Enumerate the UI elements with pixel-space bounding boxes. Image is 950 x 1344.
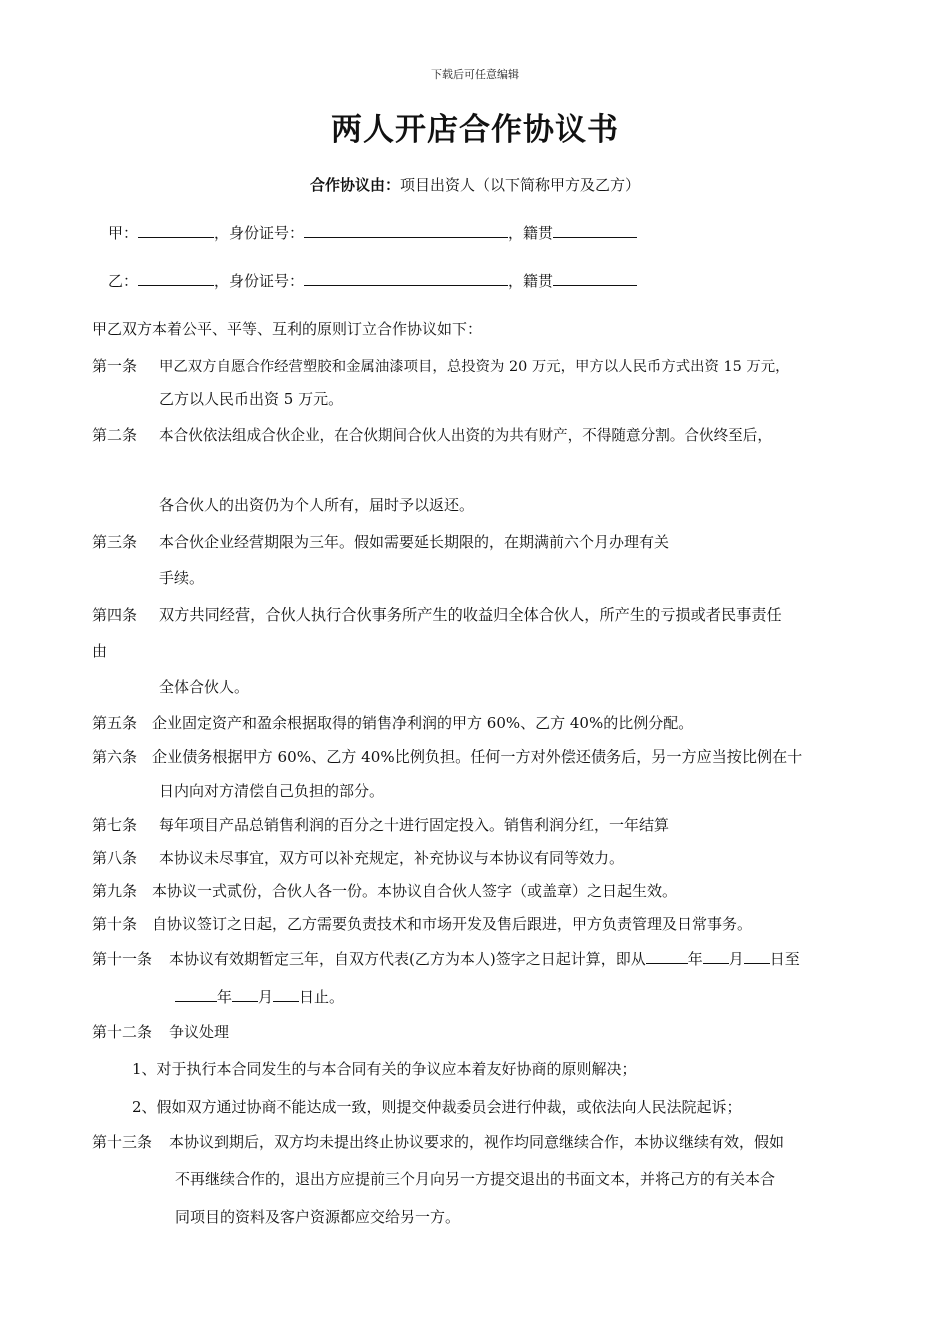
- party-b-line: [108, 270, 637, 291]
- article-13-heading: 第十三条: [92, 1133, 153, 1151]
- article-12-item-2: 2、假如双方通过协商不能达成一致，则提交仲裁委员会进行仲裁，或依法向人民法院起诉；: [132, 1098, 742, 1116]
- article-4-line-1: 双方共同经营，合伙人执行合伙事务所产生的收益归全体合伙人，所产生的亏损或者民事责任: [159, 606, 782, 624]
- end-year-blank[interactable]: [175, 987, 217, 1002]
- article-2-line-2: 各合伙人的出资仍为个人所有，届时予以返还。: [159, 496, 475, 514]
- article-11-line-2: [175, 986, 344, 1007]
- party-b-name-label: 乙：: [108, 272, 139, 290]
- page-header-note: 下载后可任意编辑: [431, 68, 519, 81]
- start-year-blank[interactable]: [646, 949, 688, 964]
- article-6-line-2: 日内向对方清偿自己负担的部分。: [159, 782, 385, 800]
- article-2-heading: 第二条: [92, 426, 138, 444]
- document-title: 两人开店合作协议书: [331, 112, 619, 148]
- start-day-blank[interactable]: [744, 949, 770, 964]
- party-a-id-label: ，身份证号：: [214, 224, 305, 242]
- end-day-label: 日止。: [299, 988, 345, 1006]
- article-11-heading: 第十一条: [92, 950, 153, 968]
- article-13-line-2: 不再继续合作的，退出方应提前三个月向另一方提交退出的书面文本，并将己方的有关本合: [175, 1170, 776, 1188]
- article-13-line-3: 同项目的资料及客户资源都应交给另一方。: [175, 1208, 461, 1226]
- article-7-heading: 第七条: [92, 816, 138, 834]
- article-12-heading: 第十二条: [92, 1023, 153, 1041]
- article-9-line-1: 本协议一式贰份，合伙人各一份。本协议自合伙人签字（或盖章）之日起生效。: [152, 882, 678, 900]
- article-3-heading: 第三条: [92, 533, 138, 551]
- start-day-label: 日至: [769, 950, 800, 968]
- article-7-line-1: 每年项目产品总销售利润的百分之十进行固定投入。销售利润分红，一年结算: [159, 816, 670, 834]
- article-13-line-1: 本协议到期后，双方均未提出终止协议要求的，视作均同意继续合作，本协议继续有效，假如: [169, 1133, 785, 1151]
- start-month-label: 月: [728, 950, 744, 968]
- article-5-line-1: 企业固定资产和盈余根据取得的销售净利润的甲方 60%、乙方 40%的比例分配。: [152, 714, 694, 732]
- article-6-heading: 第六条: [92, 748, 138, 766]
- party-a-origin-label: ，籍贯: [508, 224, 554, 242]
- subtitle: [0, 174, 950, 195]
- end-month-blank[interactable]: [232, 987, 258, 1002]
- article-4-line-2: 全体合伙人。: [159, 678, 250, 696]
- article-3-line-2: 手续。: [159, 569, 205, 587]
- party-b-name-blank[interactable]: [138, 271, 214, 286]
- article-11-line-1: [169, 948, 800, 969]
- article-4-line-1-wrap: 由: [92, 642, 108, 660]
- article-8-heading: 第八条: [92, 849, 138, 867]
- party-b-origin-label: ，籍贯: [508, 272, 554, 290]
- party-b-id-blank[interactable]: [304, 271, 508, 286]
- article-8-line-1: 本协议未尽事宜，双方可以补充规定，补充协议与本协议有同等效力。: [159, 849, 625, 867]
- article-1-line-2: 乙方以人民币出资 5 万元。: [159, 390, 344, 408]
- article-10-heading: 第十条: [92, 915, 138, 933]
- article-2-line-1: 本合伙依法组成合伙企业，在合伙期间合伙人出资的为共有财产，不得随意分割。合伙终至后，: [159, 427, 772, 444]
- end-day-blank[interactable]: [273, 987, 299, 1002]
- party-a-id-blank[interactable]: [304, 223, 508, 238]
- article-11-text: 本协议有效期暂定三年，自双方代表(乙方为本人)签字之日起计算，即从: [169, 950, 646, 968]
- article-9-heading: 第九条: [92, 882, 138, 900]
- article-10-line-1: 自协议签订之日起，乙方需要负责技术和市场开发及售后跟进，甲方负责管理及日常事务。: [152, 915, 753, 933]
- party-b-id-label: ，身份证号：: [214, 272, 305, 290]
- article-1-heading: 第一条: [92, 357, 138, 375]
- article-12-item-1: 1、对于执行本合同发生的与本合同有关的争议应本着友好协商的原则解决；: [132, 1060, 637, 1078]
- party-a-origin-blank[interactable]: [553, 223, 637, 238]
- party-b-origin-blank[interactable]: [553, 271, 637, 286]
- article-6-line-1: 企业债务根据甲方 60%、乙方 40%比例负担。任何一方对外偿还债务后，另一方应当按比例在十: [152, 748, 803, 766]
- party-a-name-label: 甲：: [108, 224, 139, 242]
- article-12-line-1: 争议处理: [169, 1023, 230, 1041]
- intro-paragraph: 甲乙双方本着公平、平等、互利的原则订立合作协议如下：: [92, 320, 483, 338]
- party-a-line: [108, 222, 637, 243]
- end-year-label: 年: [217, 988, 233, 1006]
- subtitle-label: 合作协议由：: [309, 176, 400, 194]
- end-month-label: 月: [258, 988, 274, 1006]
- article-1-line-1: 甲乙双方自愿合作经营塑胶和金属油漆项目，总投资为 20 万元，甲方以人民币方式出资 15 万元，: [159, 359, 790, 375]
- article-3-line-1: 本合伙企业经营期限为三年。假如需要延长期限的，在期满前六个月办理有关: [159, 533, 670, 551]
- party-a-name-blank[interactable]: [138, 223, 214, 238]
- article-5-heading: 第五条: [92, 714, 138, 732]
- start-month-blank[interactable]: [703, 949, 729, 964]
- subtitle-text: 项目出资人（以下简称甲方及乙方）: [400, 176, 641, 194]
- article-4-heading: 第四条: [92, 606, 138, 624]
- start-year-label: 年: [687, 950, 703, 968]
